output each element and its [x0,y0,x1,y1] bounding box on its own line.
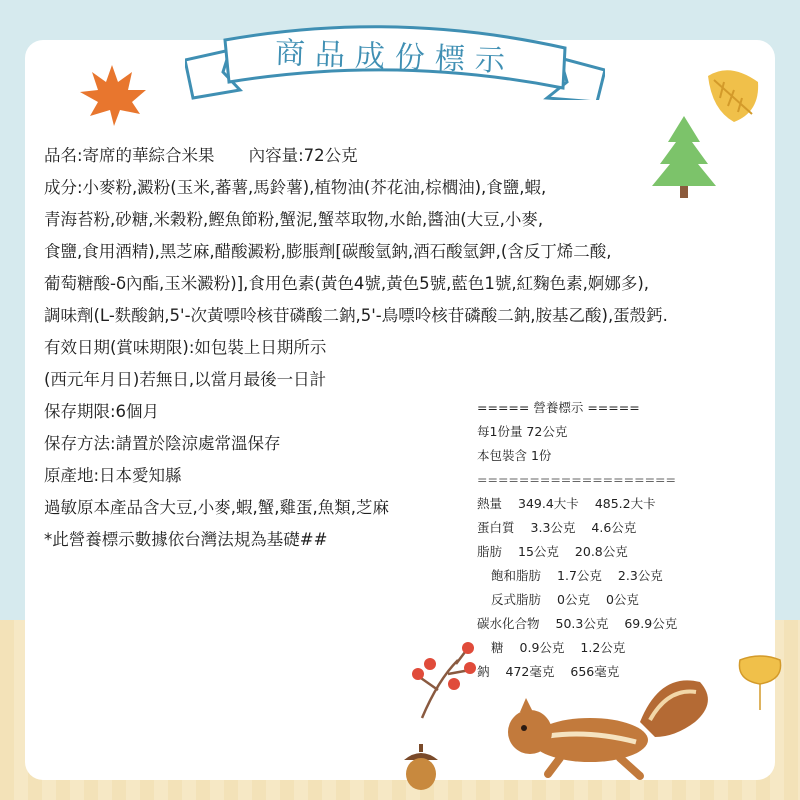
nutrient-label: 脂肪 [477,544,503,559]
per-serving-value: 472毫克 [505,664,555,679]
net-content: 內容量:72公克 [248,146,358,165]
nutrition-row [477,660,737,684]
acorn-icon [398,742,444,792]
nutrition-row [477,540,737,564]
per-serving-value: 0公克 [557,592,590,607]
per-serving-value: 1.7公克 [557,568,602,583]
allergen-info: 過敏原本產品含大豆,小麥,蝦,蟹,雞蛋,魚類,芝麻 [44,498,389,517]
per-100g-value: 4.6公克 [591,520,637,535]
per-100g-value: 0公克 [605,592,639,607]
page-title: 商品成份標示 [274,35,516,80]
ingredients-line-4: 葡萄糖酸-δ內酯,玉米澱粉)],食用色素(黃色4號,黃色5號,藍色1號,紅麴色素,婀娜多), [44,274,650,293]
nutrition-row [477,516,737,540]
ginkgo-leaf-small-icon [730,650,790,714]
storage-method: 保存方法:請置於陰涼處常溫保存 [44,434,281,453]
expiry-note: (西元年月日)若無日,以當月最後一日計 [44,370,327,389]
ingredients-line-3: 食鹽,食用酒精),黑芝麻,醋酸澱粉,膨脹劑[碳酸氫鈉,酒石酸氫鉀,(含反丁烯二酸, [44,242,612,261]
product-name: 品名:寄席的華綜合米果 [44,146,215,165]
servings-per-package: 本包裝含 1份 [477,448,552,463]
per-serving-value: 349.4大卡 [518,496,579,511]
per-100g-value: 2.3公克 [617,568,663,583]
nutrient-label: 碳水化合物 [477,616,540,631]
nutrition-row [477,588,737,612]
per-100g-value: 1.2公克 [580,640,626,655]
maple-leaf-icon [72,60,152,130]
per-100g-value: 656毫克 [570,664,620,679]
ingredients-line-2: 青海苔粉,砂糖,米穀粉,鰹魚節粉,蟹泥,蟹萃取物,水飴,醬油(大豆,小麥, [44,210,544,229]
nutrition-row [477,612,737,636]
nutrient-label: 鈉 [477,664,490,679]
per-serving-value: 50.3公克 [555,616,609,631]
nutrient-label: 熱量 [477,496,503,511]
product-line [44,140,754,172]
per-100g-value: 485.2大卡 [594,496,656,511]
per-100g-value: 69.9公克 [624,616,678,631]
country-of-origin: 原產地:日本愛知縣 [44,466,182,485]
nutrition-row [477,564,737,588]
nutrient-label: 飽和脂肪 [491,568,542,583]
expiry-date: 有效日期(賞味期限):如包裝上日期所示 [44,338,327,357]
nutrition-facts [477,396,737,684]
ingredients-line-1: 成分:小麥粉,澱粉(玉米,蕃薯,馬鈴薯),植物油(芥花油,棕櫚油),食鹽,蝦, [44,178,547,197]
nutrient-label: 反式脂肪 [491,592,542,607]
shelf-life: 保存期限:6個月 [44,402,160,421]
nutrition-divider: =================== [477,472,676,487]
per-serving-value: 15公克 [518,544,559,559]
serving-size: 每1份量 72公克 [477,424,568,439]
ingredients-line-5: 調味劑(L-麩酸鈉,5'-次黃嘌呤核苷磷酸二鈉,5'-鳥嘌呤核苷磷酸二鈉,胺基乙酸),蛋殼鈣. [44,306,668,325]
nutrient-label: 蛋白質 [477,520,515,535]
nutrition-row [477,492,737,516]
per-serving-value: 3.3公克 [530,520,576,535]
per-serving-value: 0.9公克 [519,640,565,655]
nutrient-label: 糖 [491,640,504,655]
nutrition-row [477,636,737,660]
per-100g-value: 20.8公克 [574,544,628,559]
nutrition-rows [477,492,737,684]
nutrition-header: ===== 營養標示 ===== [477,400,640,415]
nutrition-note: *此營養標示數據依台灣法規為基礎## [44,530,328,549]
berry-branch-icon [408,640,488,720]
